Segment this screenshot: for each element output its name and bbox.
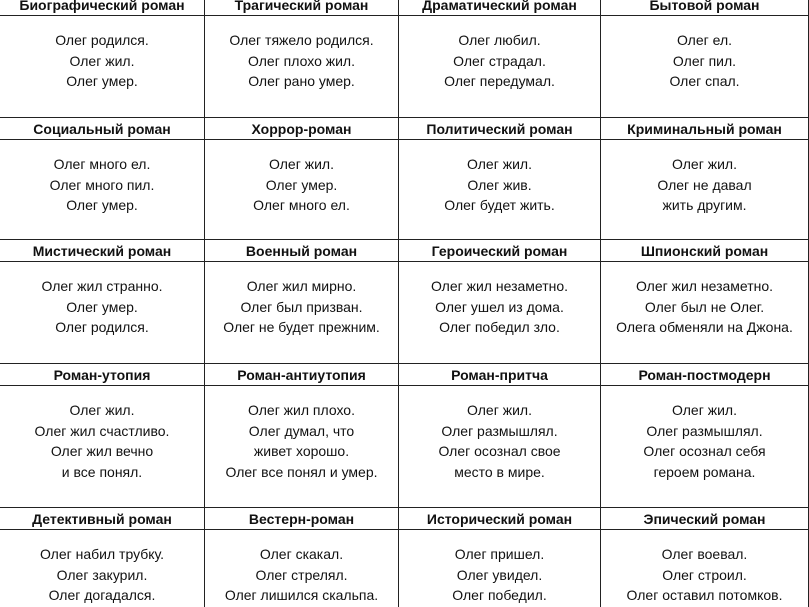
- description-line: Олег много ел.: [53, 156, 151, 172]
- description-line: Олег не давал: [657, 176, 752, 193]
- description-line: Олег был призван.: [240, 298, 363, 315]
- genre-description: [0, 140, 204, 216]
- genre-title: Эпический роман: [601, 508, 808, 530]
- genre-title: Бытовой роман: [601, 0, 808, 16]
- genre-cell: [0, 364, 205, 508]
- description-line: Олег будет жить.: [444, 197, 555, 213]
- genre-description: [399, 140, 600, 216]
- description-line: Олег все понял и умер.: [225, 463, 378, 480]
- genre-description: [399, 262, 600, 338]
- description-line: Олег умер.: [66, 73, 138, 89]
- genre-cell: [399, 118, 601, 240]
- genre-cell: [0, 118, 205, 240]
- description-line: Олег скакал.: [259, 546, 344, 562]
- genre-title: Политический роман: [399, 118, 600, 140]
- description-line: Олег умер.: [66, 197, 138, 213]
- genre-description: [601, 262, 808, 338]
- description-line: Олег жил.: [69, 402, 135, 418]
- description-line: Олег спал.: [669, 73, 740, 89]
- description-line: Олег ел.: [676, 32, 733, 48]
- description-line: Олег пришел.: [454, 546, 545, 562]
- description-line: Олег умер.: [66, 298, 138, 315]
- genre-description: [205, 530, 398, 606]
- description-line: Олег пил.: [672, 52, 737, 69]
- description-line: Олег лишился скальпа.: [224, 587, 379, 603]
- description-line: Олег жил вечно: [50, 443, 154, 459]
- description-line: Олег размышлял.: [646, 422, 763, 439]
- genre-cell: [399, 240, 601, 364]
- genre-title: Роман-притча: [399, 364, 600, 386]
- description-line: Олег тяжело родился.: [229, 32, 374, 48]
- genre-cell: [601, 0, 809, 118]
- description-line: Олег жил.: [672, 402, 737, 418]
- genre-cell: [399, 508, 601, 607]
- description-line: Олег закурил.: [56, 566, 148, 583]
- genre-description: [0, 262, 204, 338]
- genre-cell: [601, 508, 809, 607]
- description-line: Олег жил.: [467, 156, 532, 172]
- description-line: Олега обменяли на Джона.: [616, 319, 793, 335]
- description-line: Олег рано умер.: [248, 73, 355, 89]
- description-line: Олег жил плохо.: [248, 402, 355, 418]
- description-line: Олег жил счастливо.: [34, 422, 170, 439]
- genre-description: [399, 530, 600, 606]
- genre-description: [601, 530, 808, 606]
- genre-cell: [0, 508, 205, 607]
- description-line: Олег был не Олег.: [644, 298, 765, 315]
- genre-title: Шпионский роман: [601, 240, 808, 262]
- genre-title: Драматический роман: [399, 0, 600, 16]
- description-line: Олег жил мирно.: [246, 278, 357, 294]
- description-line: героем романа.: [653, 463, 756, 480]
- genre-cell: [399, 0, 601, 118]
- description-line: Олег победил зло.: [439, 319, 560, 335]
- genre-description: [205, 386, 398, 482]
- genre-description: [601, 386, 808, 482]
- description-line: Олег стрелял.: [255, 566, 348, 583]
- genre-description: [0, 386, 204, 482]
- genre-title: Мистический роман: [0, 240, 204, 262]
- description-line: Олег много пил.: [49, 176, 155, 193]
- description-line: Олег увидел.: [456, 566, 543, 583]
- description-line: Олег размышлял.: [441, 422, 558, 439]
- description-line: Олег набил трубку.: [39, 546, 165, 562]
- genre-description: [205, 140, 398, 216]
- description-line: Олег жил.: [672, 156, 737, 172]
- genre-description: [601, 16, 808, 92]
- genre-title: Хоррор-роман: [205, 118, 398, 140]
- description-line: Олег умер.: [265, 176, 338, 193]
- genre-cell: [0, 0, 205, 118]
- genre-title: Детективный роман: [0, 508, 204, 530]
- description-line: Олег жил незаметно.: [430, 278, 569, 294]
- description-line: Олег жив.: [467, 176, 532, 193]
- description-line: Олег жил.: [69, 52, 135, 69]
- description-line: Олег жил.: [467, 402, 532, 418]
- genre-cell: [205, 240, 399, 364]
- genre-title: Вестерн-роман: [205, 508, 398, 530]
- genre-title: Роман-антиутопия: [205, 364, 398, 386]
- genre-description: [0, 16, 204, 92]
- description-line: живет хорошо.: [253, 443, 350, 459]
- genre-cell: [601, 118, 809, 240]
- genre-title: Криминальный роман: [601, 118, 808, 140]
- genre-title: Роман-утопия: [0, 364, 204, 386]
- description-line: Олег жил.: [269, 156, 334, 172]
- genre-title: Социальный роман: [0, 118, 204, 140]
- description-line: Олег любил.: [458, 32, 541, 48]
- description-line: Олег строил.: [662, 566, 747, 583]
- genre-cell: [205, 118, 399, 240]
- genre-cell: [601, 364, 809, 508]
- genre-title: Роман-постмодерн: [601, 364, 808, 386]
- genre-cell: [399, 364, 601, 508]
- genre-description: [205, 262, 398, 338]
- description-line: жить другим.: [662, 197, 747, 213]
- genre-cell: [205, 508, 399, 607]
- genre-description: [0, 530, 204, 606]
- genre-cell: [205, 364, 399, 508]
- description-line: Олег родился.: [55, 32, 149, 48]
- description-line: Олег воевал.: [661, 546, 748, 562]
- description-line: Олег оставил потомков.: [626, 587, 783, 603]
- genre-description: [399, 16, 600, 92]
- description-line: Олег осознал свое: [438, 443, 561, 459]
- description-line: Олег жил странно.: [41, 278, 163, 294]
- genre-title: Биографический роман: [0, 0, 204, 16]
- description-line: Олег думал, что: [248, 422, 355, 439]
- genre-description: [205, 16, 398, 92]
- description-line: Олег страдал.: [453, 52, 546, 69]
- genre-title: Исторический роман: [399, 508, 600, 530]
- description-line: Олег много ел.: [253, 197, 350, 213]
- description-line: Олег передумал.: [444, 73, 555, 89]
- genre-title: Военный роман: [205, 240, 398, 262]
- description-line: и все понял.: [61, 463, 143, 480]
- genre-title: Героический роман: [399, 240, 600, 262]
- description-line: место в мире.: [454, 463, 545, 480]
- genre-cell: [205, 0, 399, 118]
- description-line: Олег догадался.: [48, 587, 156, 603]
- genre-description: [399, 386, 600, 482]
- description-line: Олег жил незаметно.: [635, 278, 774, 294]
- genre-cell: [0, 240, 205, 364]
- description-line: Олег не будет прежним.: [223, 319, 380, 335]
- description-line: Олег ушел из дома.: [435, 298, 564, 315]
- description-line: Олег победил.: [452, 587, 547, 603]
- genre-description: [601, 140, 808, 216]
- genre-cell: [601, 240, 809, 364]
- description-line: Олег осознал себя: [643, 443, 766, 459]
- description-line: Олег плохо жил.: [248, 52, 355, 69]
- description-line: Олег родился.: [55, 319, 149, 335]
- genre-title: Трагический роман: [205, 0, 398, 16]
